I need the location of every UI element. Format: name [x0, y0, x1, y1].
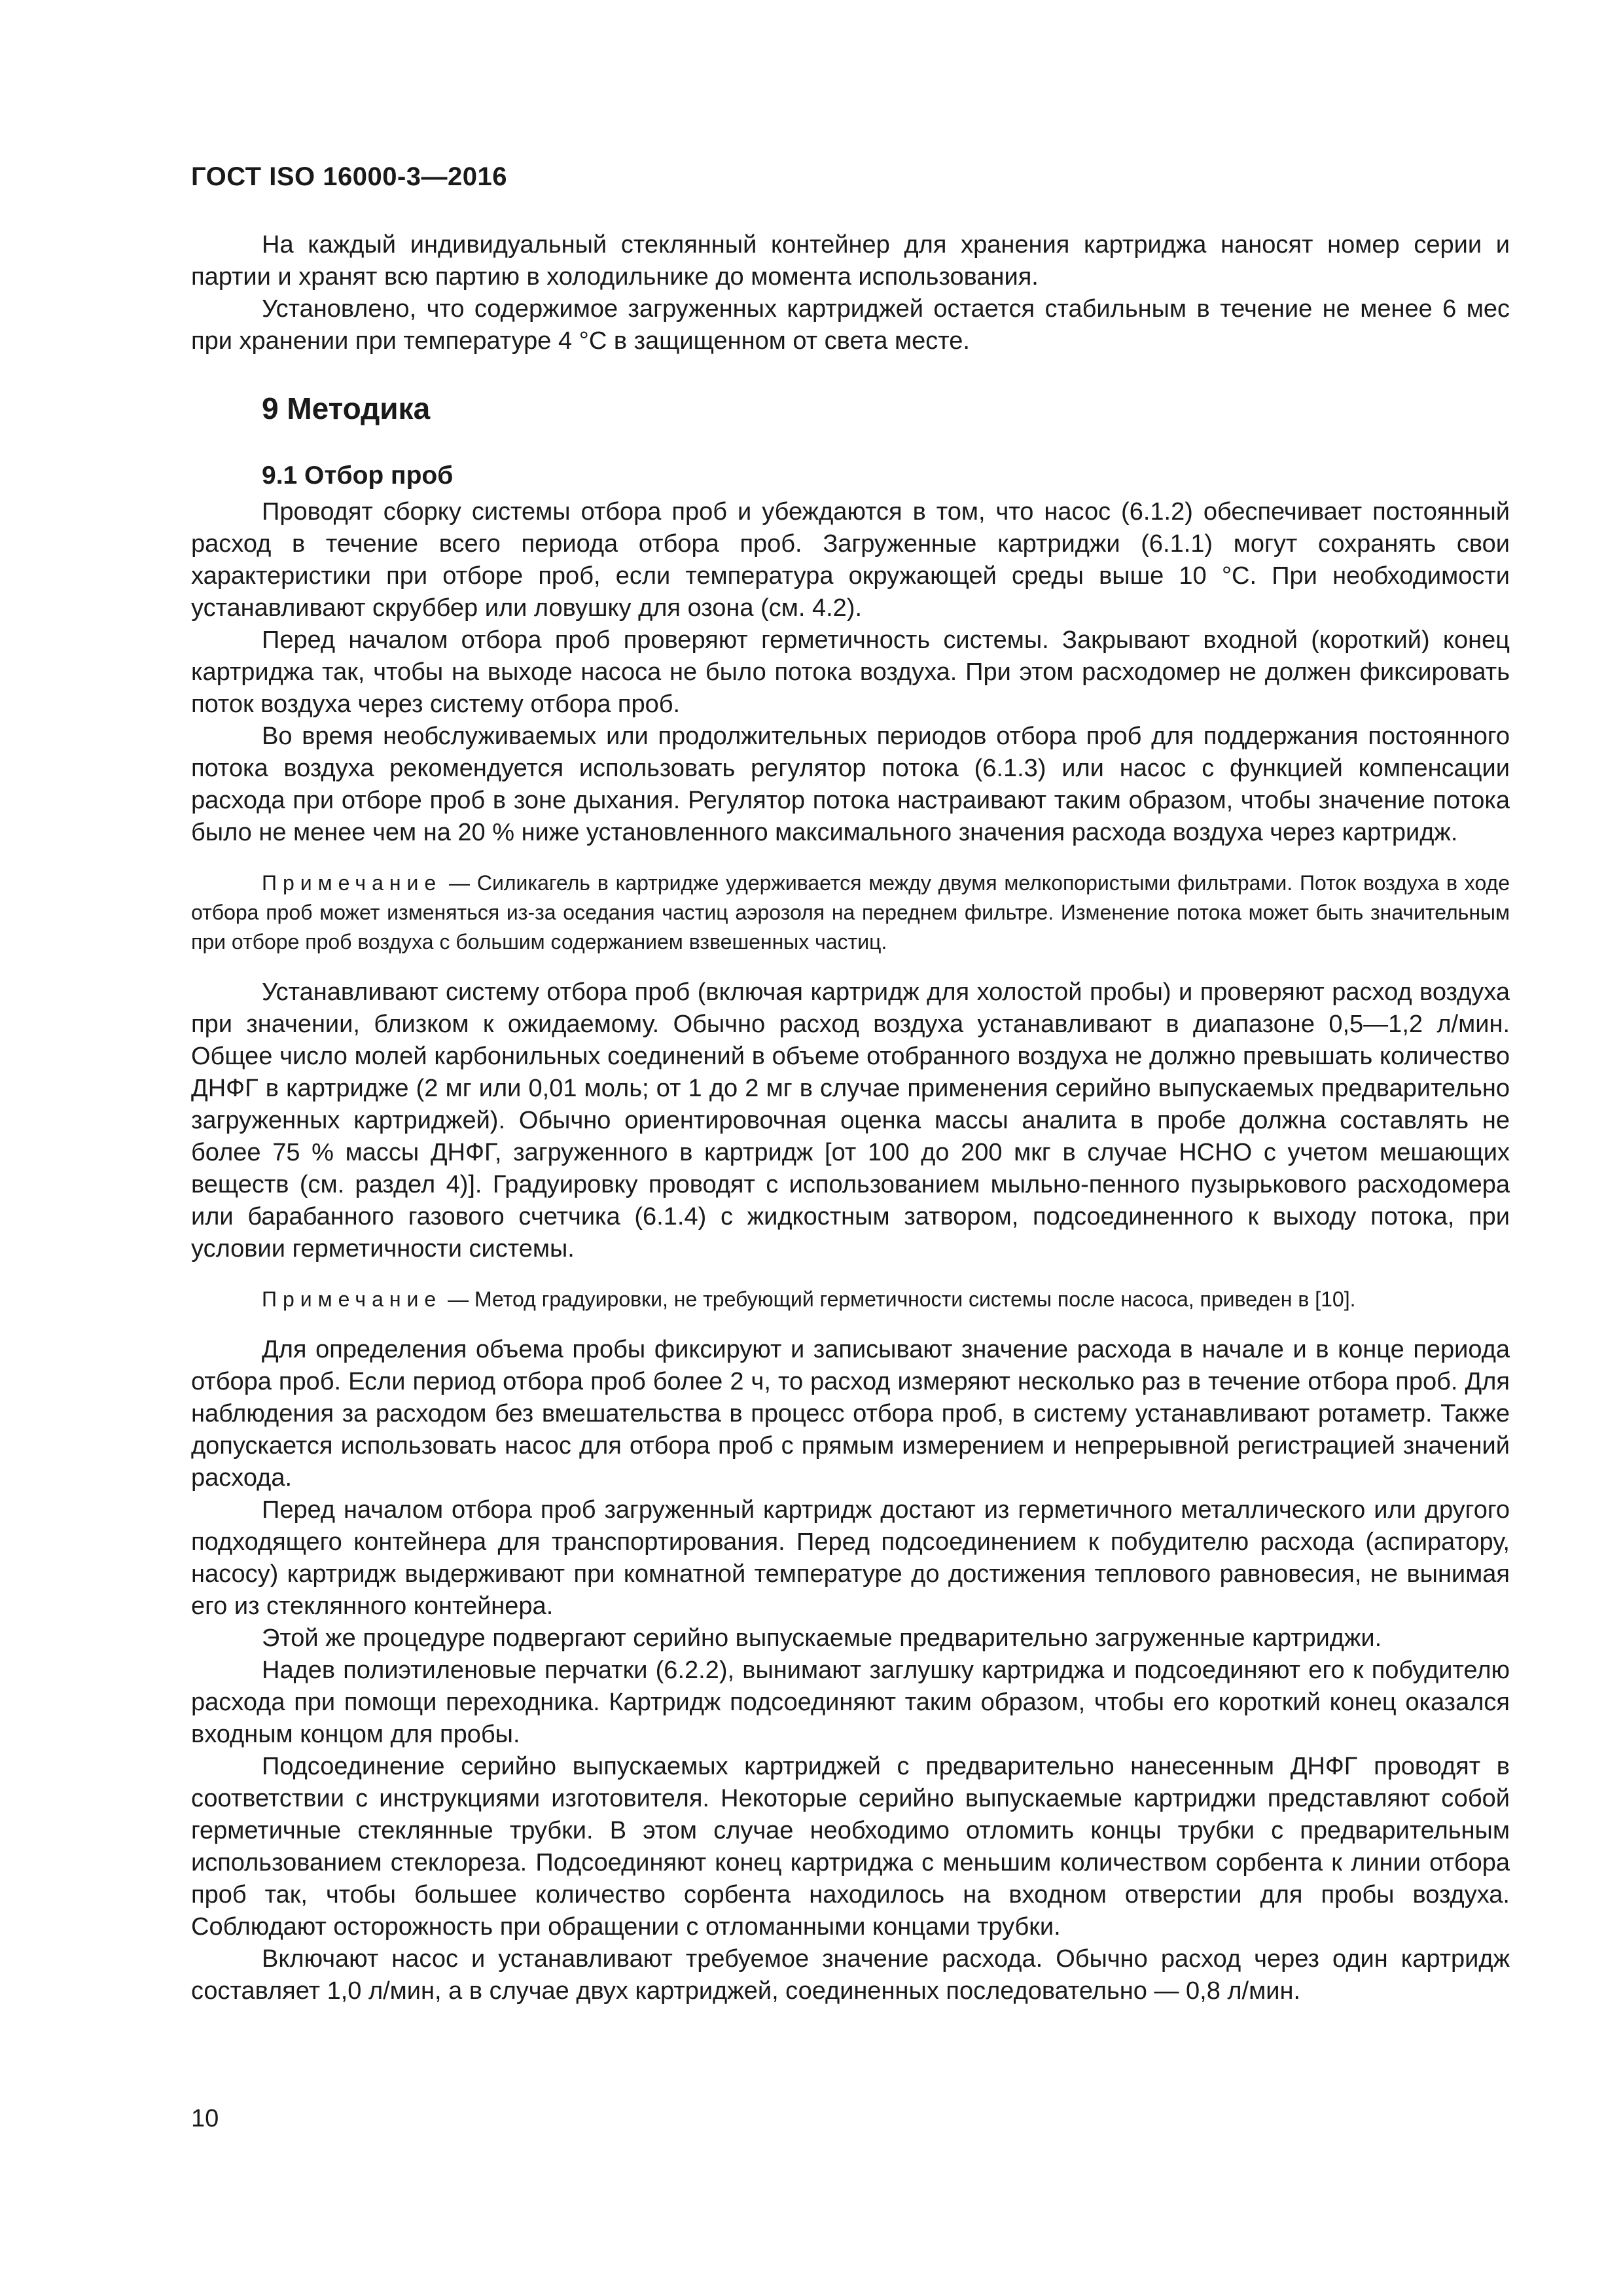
- paragraph: Надев полиэтиленовые перчатки (6.2.2), вынимают заглушку картриджа и подсоединяют его к побудителю расхода при помощи переходника. Картридж подсоединяют таким образом, чтобы его короткий конец оказался входным концом для пробы.: [191, 1657, 1510, 1748]
- note: [191, 869, 1510, 957]
- note: [191, 1285, 1510, 1314]
- note-label: Примечание: [262, 871, 442, 895]
- standard-header: ГОСТ ISO 16000-3—2016: [191, 162, 507, 191]
- page-number: 10: [191, 2105, 219, 2132]
- paragraph: Этой же процедуре подвергают серийно выпускаемые предварительно загруженные картриджи.: [262, 1624, 1382, 1652]
- subsection-heading: 9.1 Отбор проб: [262, 461, 454, 490]
- paragraph: Установлено, что содержимое загруженных картриджей остается стабильным в течение не менее 6 мес при хранении при температуре 4 °С в защищенном от света месте.: [191, 295, 1510, 355]
- paragraph: Во время необслуживаемых или продолжительных периодов отбора проб для поддержания постоянного потока воздуха рекомендуется использовать регулятор потока (6.1.3) или насос с функцией компенсации расхода при отборе проб в зоне дыхания. Регулятор потока настраивают таким образом, чтобы значение потока было не менее чем на 20 % ниже установленного максимального значения расхода воздуха через картридж.: [191, 723, 1510, 846]
- section-heading: 9 Методика: [262, 391, 431, 425]
- paragraph: Включают насос и устанавливают требуемое значение расхода. Обычно расход через один картридж составляет 1,0 л/мин, а в случае двух картриджей, соединенных последовательно — 0,8 л/мин.: [191, 1945, 1510, 2005]
- paragraph: Подсоединение серийно выпускаемых картриджей с предварительно нанесенным ДНФГ проводят в соответствии с инструкциями изготовителя. Некоторые серийно выпускаемые картриджи представляют собой герметичные стеклянные трубки. В этом случае необходимо отломить концы трубки с предварительным использованием стеклореза. Подсоединяют конец картриджа с меньшим количеством сорбента к линии отбора проб так, чтобы большее количество сорбента находилось на входном отверстии для пробы воздуха. Соблюдают осторожность при обращении с отломанными концами трубки.: [191, 1753, 1510, 1941]
- page-content: [191, 229, 1510, 2007]
- note-text: — Силикагель в картридже удерживается между двумя мелкопористыми фильтрами. Поток воздуха в ходе отбора проб может изменяться из-за оседания частиц аэрозоля на переднем фильтре. Изменение потока может быть значительным при отборе проб воздуха с большим содержанием взвешенных частиц.: [191, 871, 1510, 954]
- paragraph: Устанавливают систему отбора проб (включая картридж для холостой пробы) и проверяют расход воздуха при значении, близком к ожидаемому. Обычно расход воздуха устанавливают в диапазоне 0,5—1,2 л/мин. Общее число молей карбонильных соединений в объеме отобранного воздуха не должно превышать количество ДНФГ в картридже (2 мг или 0,01 моль; от 1 до 2 мг в случае применения серийно выпускаемых предварительно загруженных картриджей). Обычно ориентировочная оценка массы аналита в пробе должна составлять не более 75 % массы ДНФГ, загруженного в картридж [от 100 до 200 мкг в случае НСНО с учетом мешающих веществ (см. раздел 4)]. Градуировку проводят с использованием мыльно-пенного пузырькового расходомера или барабанного газового счетчика (6.1.4) с жидкостным затвором, подсоединенного к выходу потока, при условии герметичности системы.: [191, 978, 1510, 1263]
- paragraph: Перед началом отбора проб загруженный картридж достают из герметичного металлического или другого подходящего контейнера для транспортирования. Перед подсоединением к побудителю расхода (аспиратору, насосу) картридж выдерживают при комнатной температуре до достижения теплового равновесия, не вынимая его из стеклянного контейнера.: [191, 1496, 1510, 1620]
- paragraph: Перед началом отбора проб проверяют герметичность системы. Закрывают входной (короткий) конец картриджа так, чтобы на выходе насоса не было потока воздуха. При этом расходомер не должен фиксировать поток воздуха через систему отбора проб.: [191, 626, 1510, 718]
- paragraph: Для определения объема пробы фиксируют и записывают значение расхода в начале и в конце периода отбора проб. Если период отбора проб более 2 ч, то расход измеряют несколько раз в течение отбора проб. Для наблюдения за расходом без вмешательства в процесс отбора проб, в систему устанавливают ротаметр. Также допускается использовать насос для отбора проб с прямым измерением и непрерывной регистрацией значений расхода.: [191, 1336, 1510, 1492]
- paragraph: Проводят сборку системы отбора проб и убеждаются в том, что насос (6.1.2) обеспечивает постоянный расход в течение всего периода отбора проб. Загруженные картриджи (6.1.1) могут сохранять свои характеристики при отборе проб, если температура окружающей среды выше 10 °С. При необходимости устанавливают скруббер или ловушку для озона (см. 4.2).: [191, 498, 1510, 622]
- paragraph: На каждый индивидуальный стеклянный контейнер для хранения картриджа наносят номер серии и партии и хранят всю партию в холодильнике до момента использования.: [191, 231, 1510, 291]
- note-text: — Метод градуировки, не требующий герметичности системы после насоса, приведен в [10].: [448, 1287, 1356, 1311]
- note-label: Примечание: [262, 1287, 442, 1311]
